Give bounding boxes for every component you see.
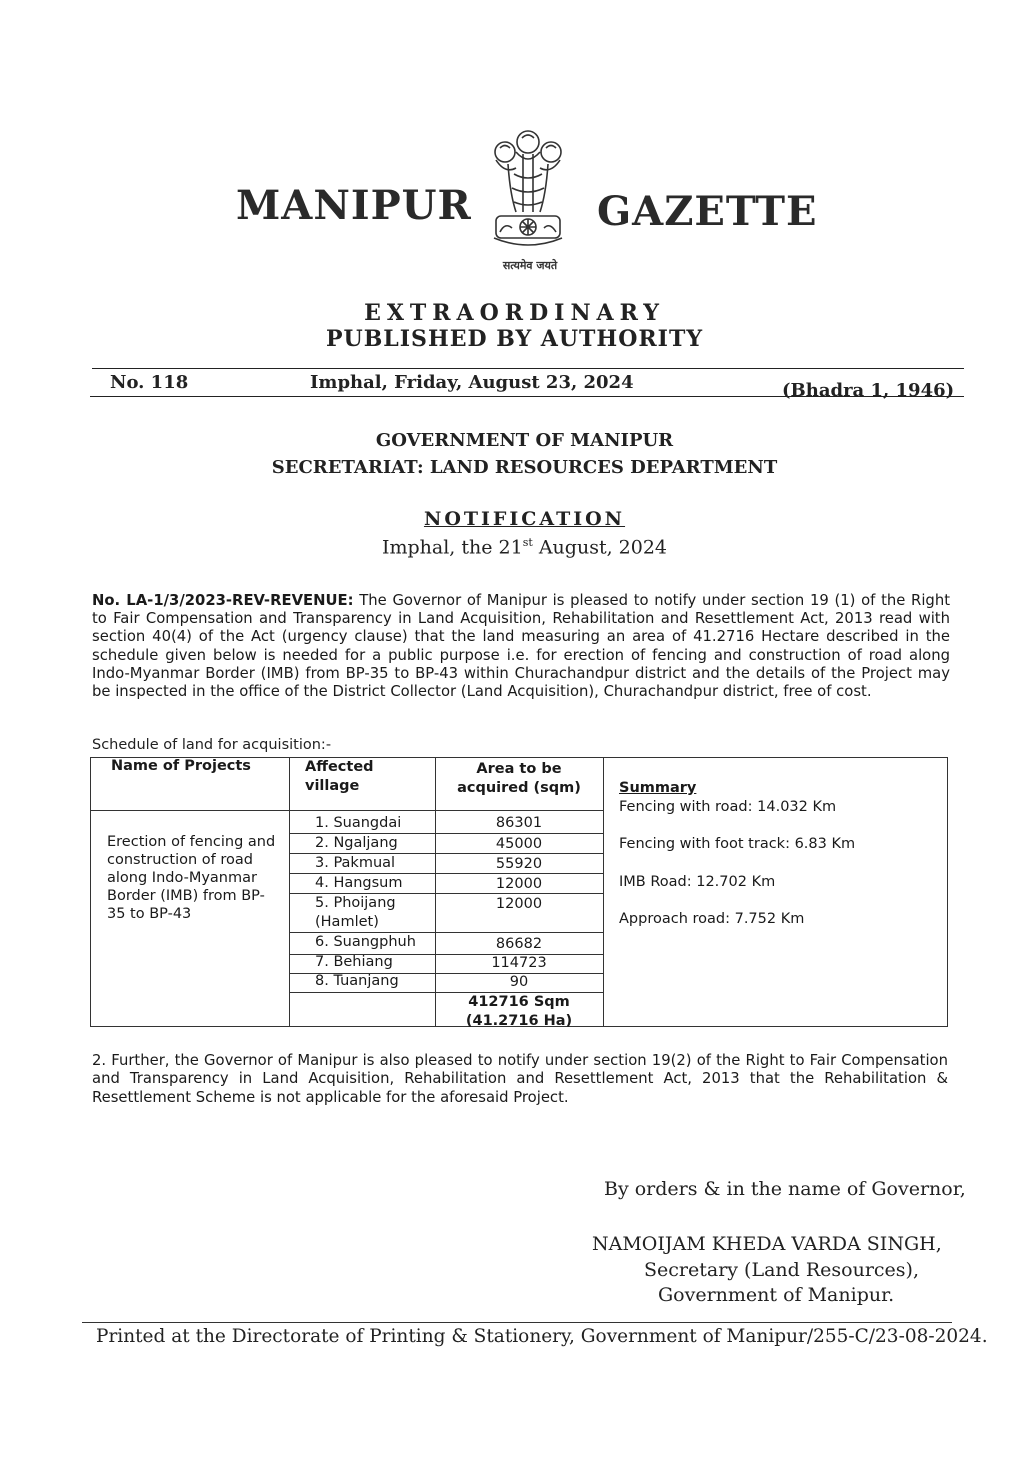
area-cell: 86301: [495, 815, 543, 831]
header-projects: Name of Projects: [111, 758, 251, 774]
village-cell: 2. Ngaljang: [315, 835, 398, 851]
signatory-office: Government of Manipur.: [658, 1284, 895, 1306]
summary-item: IMB Road: 12.702 Km: [619, 874, 776, 890]
village-cell: 7. Behiang: [315, 954, 393, 970]
village-cell: 3. Pakmual: [315, 855, 396, 871]
project-name: Erection of fencing and construction of road along Indo-Myanmar Border (IMB) from BP-35 to BP-43: [107, 834, 276, 922]
signatory-designation: Secretary (Land Resources),: [644, 1259, 919, 1281]
area-cell: 45000: [495, 836, 543, 852]
masthead-title-left: MANIPUR: [236, 182, 472, 229]
schedule-table: [90, 757, 948, 1027]
signatory-name: NAMOIJAM KHEDA VARDA SINGH,: [592, 1233, 942, 1255]
gazette-saka-date: (Bhadra 1, 1946): [782, 380, 955, 401]
gazette-place-date: Imphal, Friday, August 23, 2024: [310, 372, 634, 393]
motto-text: सत्यमेव जयते: [502, 259, 558, 272]
area-cell: 12000: [495, 876, 543, 892]
header-village: Affected village: [305, 759, 374, 794]
summary-item: Fencing with road: 14.032 Km: [619, 799, 837, 815]
notification-title: NOTIFICATION: [423, 508, 626, 530]
header-top-rule: [92, 368, 964, 369]
published-label: PUBLISHED BY AUTHORITY: [325, 326, 704, 352]
village-cell: 4. Hangsum: [315, 875, 403, 891]
extraordinary-label: EXTRAORDINARY: [364, 300, 665, 326]
header-area: Area to be acquired (sqm): [457, 761, 581, 796]
notification-date: Imphal, the 21st August, 2024: [381, 536, 668, 559]
notification-paragraph-2: 2. Further, the Governor of Manipur is also pleased to notify under section 19(2) of the Right to Fair Compensation and Transparency in Land Acquisition, Rehabilitation and Resettlement Act, 2013 that the Rehabilitation & Resettlement Scheme is not applicable for the aforesaid Project.: [92, 1052, 948, 1106]
printer-footer: Printed at the Directorate of Printing & Stationery, Government of Manipur/255-C/23-08-2024.: [96, 1326, 988, 1347]
area-cell: 55920: [495, 856, 543, 872]
notification-reference: No. LA-1/3/2023-REV-REVENUE:: [92, 592, 354, 609]
gazette-number: No. 118: [110, 372, 189, 393]
village-cell: 5. Phoijang (Hamlet): [315, 895, 396, 930]
schedule-label: Schedule of land for acquisition:-: [92, 737, 332, 753]
signature-orders: By orders & in the name of Governor,: [604, 1178, 966, 1200]
department-heading: SECRETARIAT: LAND RESOURCES DEPARTMENT: [271, 457, 778, 478]
area-cell: 90: [509, 974, 529, 990]
masthead-title-right: GAZETTE: [597, 188, 818, 235]
state-emblem-icon: [478, 124, 578, 276]
government-heading: GOVERNMENT OF MANIPUR: [375, 430, 674, 451]
summary-title: Summary: [619, 780, 697, 796]
total-sqm: 412716 Sqm: [468, 994, 570, 1010]
header-bottom-rule: [90, 396, 964, 397]
summary-item: Fencing with foot track: 6.83 Km: [619, 836, 856, 852]
total-hectare: (41.2716 Ha): [465, 1013, 573, 1029]
area-cell: 86682: [495, 936, 543, 952]
footer-rule: [82, 1322, 952, 1323]
village-cell: 6. Suangphuh: [315, 934, 416, 950]
village-cell: 8. Tuanjang: [315, 973, 399, 989]
area-cell: 12000: [495, 896, 543, 912]
village-cell: 1. Suangdai: [315, 815, 402, 831]
area-cell: 114723: [491, 955, 547, 971]
summary-item: Approach road: 7.752 Km: [619, 911, 805, 927]
notification-paragraph-1: No. LA-1/3/2023-REV-REVENUE: The Governor of Manipur is pleased to notify under section 19 (1) of the Right to Fair Compensation and Transparency in Land Acquisition, Rehabilitation and Resettlement Act, 2013 read with section 40(4) of the Act (urgency clause) that the land measuring an area of 41.2716 Hectare described in the schedule given below is needed for a public purpose i.e. for erection of fencing and construction of road along Indo-Myanmar Border (IMB) from BP-35 to BP-43 within Churachandpur district and the details of the Project may be inspected in the office of the District Collector (Land Acquisition), Churachandpur district, free of cost.: [92, 592, 951, 701]
